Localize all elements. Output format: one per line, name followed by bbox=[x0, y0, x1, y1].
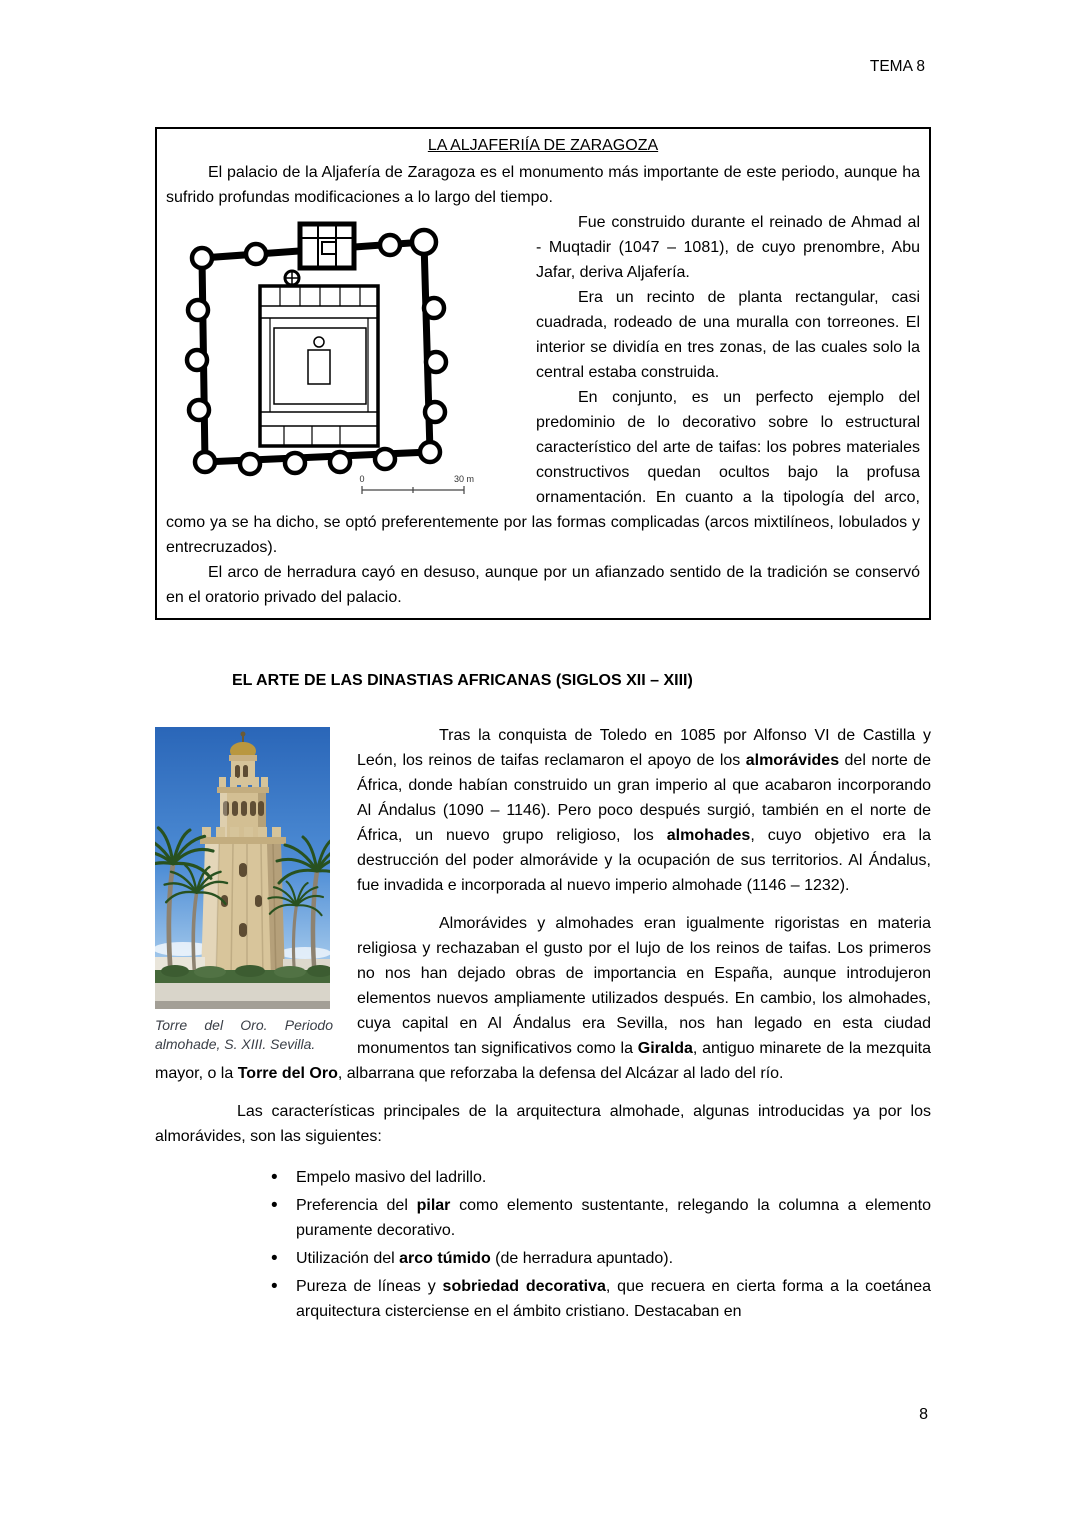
paragraph-aljaferia-intro: El palacio de la Aljafería de Zaragoza es el monumento más importante de este periodo, aunque ha sufrido profundas modificaciones a lo largo del tiempo. bbox=[166, 164, 920, 206]
scale-bar bbox=[362, 486, 464, 494]
text-segment: Tras la conquista de Toledo en 1085 por Alfonso VI de Castilla y León, los reinos de taifas reclamaron el apoyo de los bbox=[357, 727, 931, 769]
figure-caption: Torre del Oro. Periodo almohade, S. XIII. Sevilla. bbox=[155, 1017, 333, 1052]
text-segment: (de herradura apuntado). bbox=[490, 1250, 674, 1267]
scale-label-zero: 0 bbox=[359, 474, 365, 484]
paragraph-conjunto: En conjunto, es un perfecto ejemplo del predominio de lo decorativo sobre lo estructural característico del arte de taifas: los pobres materiales constructivos quedan ocultos bajo la profusa ornamentación. En cuanto a la tipología del arco, como ya se ha dicho, se optó preferentemente por las formas complicadas (arcos mixtilíneos, lobulados y entrecruzados). bbox=[166, 389, 920, 556]
aljaferia-floorplan-image bbox=[172, 212, 512, 504]
aljaferia-box bbox=[155, 127, 931, 620]
africanas-section bbox=[155, 723, 931, 1327]
floorplan-figure bbox=[172, 212, 518, 504]
paragraph-arco-herradura: El arco de herradura cayó en desuso, aunque por un afianzado sentido de la tradición se conservó en el oratorio privado del palacio. bbox=[166, 564, 920, 606]
text-segment: Pureza de líneas y bbox=[296, 1278, 443, 1295]
list-item bbox=[265, 1193, 931, 1243]
text-segment: , albarrana que reforzaba la defensa del Alcázar al lado del río. bbox=[337, 1065, 784, 1082]
text-segment: , antiguo minarete de la mezquita mayor, o la bbox=[155, 1040, 931, 1082]
torre-del-oro-photo bbox=[155, 727, 330, 1009]
bold-almohades: almohades bbox=[666, 827, 751, 844]
bold-torre-del-oro: Torre del Oro bbox=[237, 1065, 338, 1082]
bold-almoravides: almorávides bbox=[745, 752, 840, 769]
list-item bbox=[265, 1165, 931, 1190]
trovador-tower bbox=[300, 224, 354, 268]
paragraph-recinto: Era un recinto de planta rectangular, casi cuadrada, rodeado de una muralla con torreones. El interior se dividía en tres zonas, de las cuales solo la central estaba construida. bbox=[536, 289, 920, 381]
text-segment: Almorávides y almohades eran igualmente rigoristas en materia religiosa y rechazaban el gusto por el lujo de los reinos de taifas. Los primeros no nos han dejado obras de importancia en España, aunque introdujeron elementos nuevos ampliamente utilizados después. En cambio, los almohades, cuya capital en Al Ándalus era Sevilla, nos han legado en esta ciudad monumentos tan significativos como la bbox=[357, 915, 931, 1057]
bold-sobriedad: sobriedad decorativa bbox=[442, 1278, 606, 1295]
text-segment: Empelo masivo del ladrillo. bbox=[296, 1169, 487, 1186]
text-segment: Utilización del bbox=[296, 1250, 400, 1267]
text-segment: del norte de África, donde habían construido un gran imperio al que acabaron incorporando Al Ándalus (1090 – 1146). Pero poco después surgió, también en el norte de África, un nuevo grupo religioso, los bbox=[357, 752, 932, 844]
outer-wall bbox=[202, 242, 430, 462]
torre-del-oro-figure bbox=[155, 727, 333, 1054]
box-title bbox=[166, 133, 920, 158]
section-heading-dinastias-africanas: EL ARTE DE LAS DINASTIAS AFRICANAS (SIGLOS XII – XIII) bbox=[232, 672, 693, 689]
bold-arco-tumido: arco túmido bbox=[399, 1250, 491, 1267]
scale-label-thirty: 30 m bbox=[453, 474, 475, 484]
box-title-text: LA ALJAFERIÍA DE ZARAGOZA bbox=[427, 137, 659, 154]
list-item bbox=[265, 1246, 931, 1271]
text-segment: como elemento sustentante, relegando la columna a elemento puramente decorativo. bbox=[296, 1197, 932, 1239]
bold-giralda: Giralda bbox=[637, 1040, 693, 1057]
bold-pilar: pilar bbox=[416, 1197, 451, 1214]
page-header: TEMA 8 bbox=[869, 58, 925, 75]
paragraph-caracteristicas: Las características principales de la arquitectura almohade, algunas introducidas ya por los almorávides, son las siguientes: bbox=[155, 1103, 931, 1145]
list-item bbox=[265, 1274, 931, 1324]
page-content bbox=[155, 127, 931, 1327]
text-segment: Preferencia del bbox=[296, 1197, 417, 1214]
small-cross-tower bbox=[285, 271, 299, 285]
text-segment: , cuyo objetivo era la destrucción del poder almorávide y la ocupación de sus territorios. Al Ándalus, fue invadida e incorporada al nuevo imperio almohade (1146 – 1232). bbox=[357, 827, 931, 894]
paragraph-construccion: Fue construido durante el reinado de Ahmad al - Muqtadir (1047 – 1081), de cuyo prenombre, Abu Jafar, deriva Aljafería. bbox=[536, 214, 920, 281]
text-segment: , que recuera en cierta forma a la coetánea arquitectura cisterciense en el ámbito cristiano. Destacaban en bbox=[296, 1278, 931, 1320]
page-number: 8 bbox=[919, 1406, 928, 1423]
characteristics-list bbox=[265, 1165, 931, 1324]
